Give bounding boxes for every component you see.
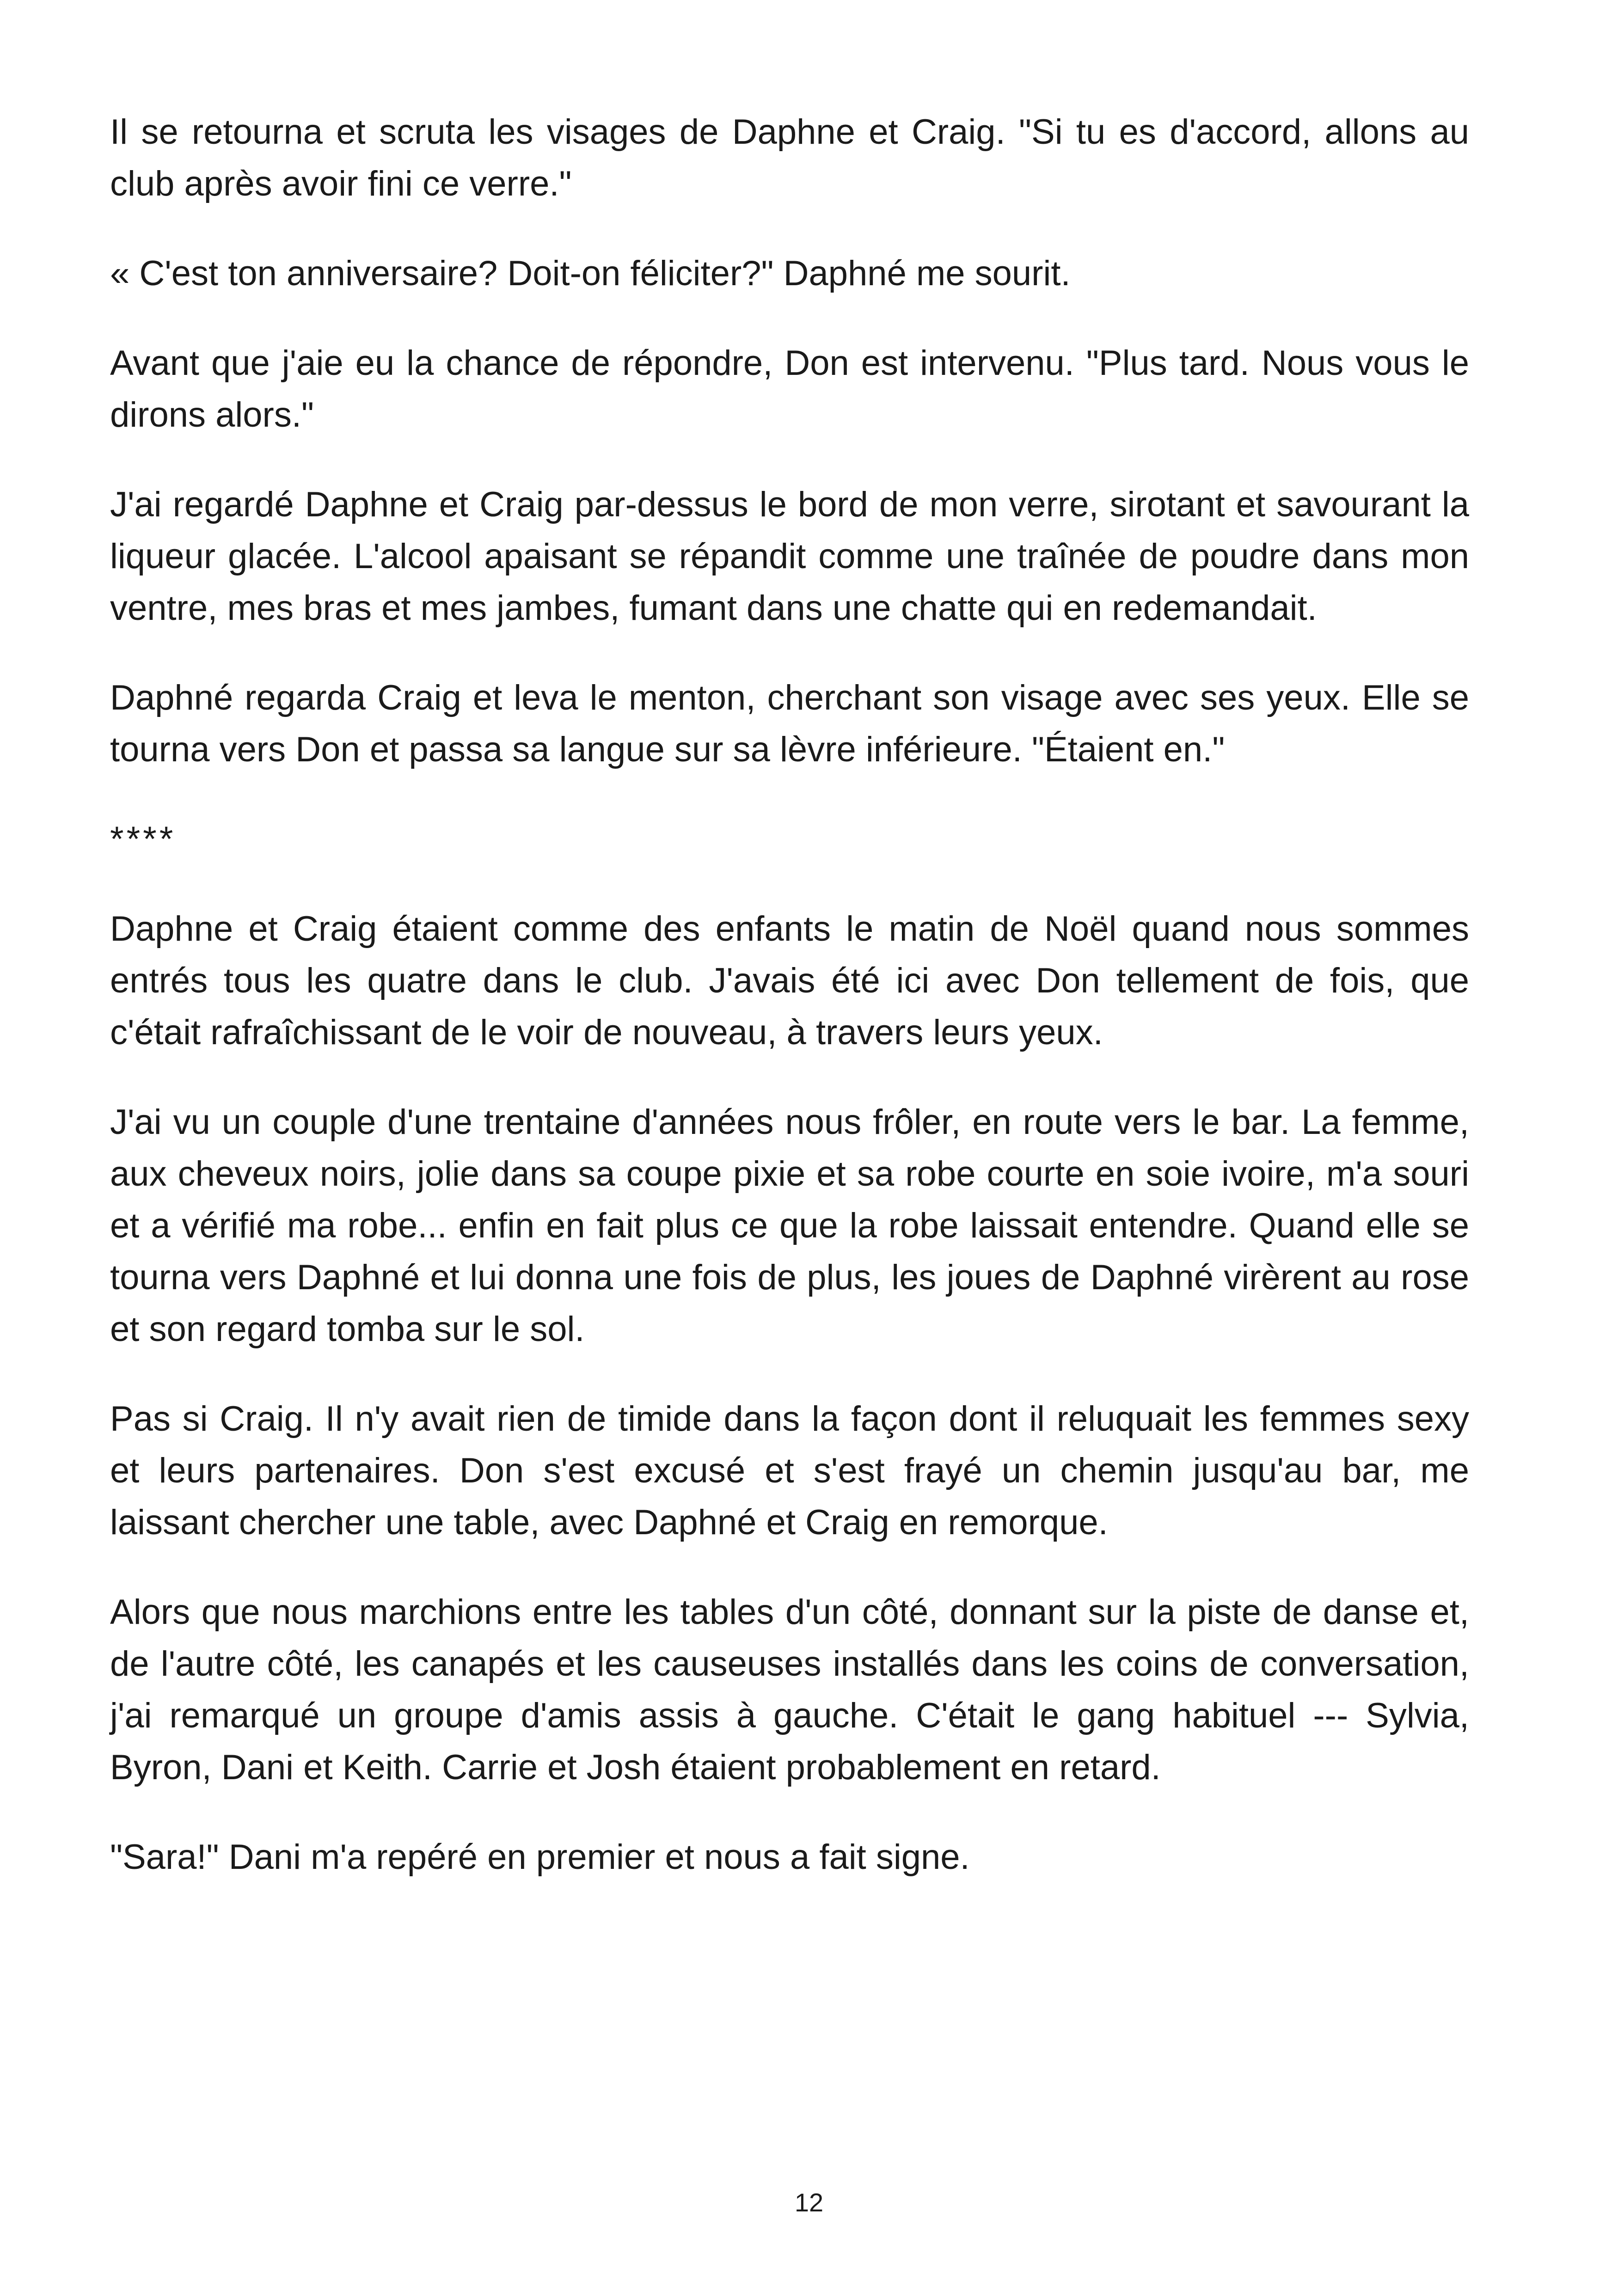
paragraph: « C'est ton anniversaire? Doit-on féliciter?" Daphné me sourit. [110,254,1071,293]
body-text [110,106,1469,1921]
paragraph: Il se retourna et scruta les visages de Daphne et Craig. "Si tu es d'accord, allons au club après avoir fini ce verre." [110,112,1469,203]
paragraph: J'ai regardé Daphne et Craig par-dessus le bord de mon verre, sirotant et savourant la liqueur glacée. L'alcool apaisant se répandit comme une traînée de poudre dans mon ventre, mes bras et mes jambes, fumant dans une chatte qui en redemandait. [110,485,1469,628]
paragraph: Daphné regarda Craig et leva le menton, cherchant son visage avec ses yeux. Elle se tourna vers Don et passa sa langue sur sa lèvre inférieure. "Étaient en." [110,678,1469,769]
paragraph: Pas si Craig. Il n'y avait rien de timide dans la façon dont il reluquait les femmes sexy et leurs partenaires. Don s'est excusé et s'est frayé un chemin jusqu'au bar, me laissant chercher une table, avec Daphné et Craig en remorque. [110,1399,1469,1542]
paragraph: Daphne et Craig étaient comme des enfants le matin de Noël quand nous sommes entrés tous les quatre dans le club. J'avais été ici avec Don tellement de fois, que c'était rafraîchissant de le voir de nouveau, à travers leurs yeux. [110,909,1469,1052]
page-number: 12 [794,2188,824,2217]
paragraph: Avant que j'aie eu la chance de répondre, Don est intervenu. "Plus tard. Nous vous le dirons alors." [110,343,1469,435]
scene-separator: **** [110,820,176,859]
paragraph: J'ai vu un couple d'une trentaine d'années nous frôler, en route vers le bar. La femme, aux cheveux noirs, jolie dans sa coupe pixie et sa robe courte en soie ivoire, m'a souri et a vérifié ma robe... enfin en fait plus ce que la robe laissait entendre. Quand elle se tourna vers Daphné et lui donna une fois de plus, les joues de Daphné virèrent au rose et son regard tomba sur le sol. [110,1102,1469,1349]
paragraph: "Sara!" Dani m'a repéré en premier et nous a fait signe. [110,1837,970,1877]
paragraph: Alors que nous marchions entre les tables d'un côté, donnant sur la piste de danse et, de l'autre côté, les canapés et les causeuses installés dans les coins de conversation, j'ai remarqué un groupe d'amis assis à gauche. C'était le gang habituel --- Sylvia, Byron, Dani et Keith. Carrie et Josh étaient probablement en retard. [110,1592,1469,1787]
